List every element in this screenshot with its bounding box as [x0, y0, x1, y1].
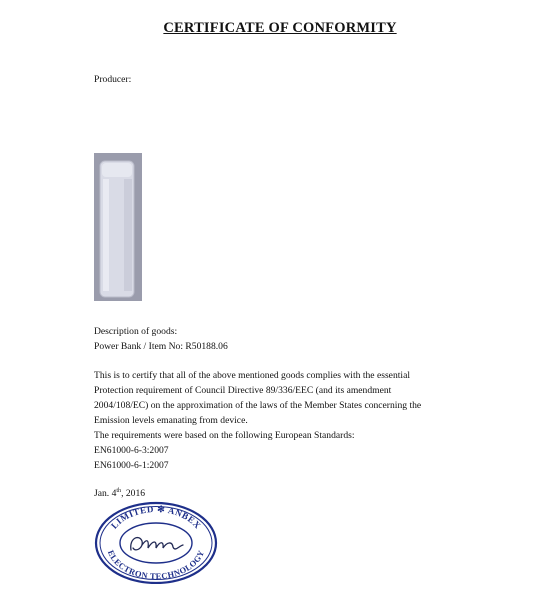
power-bank-image	[94, 153, 142, 301]
company-stamp	[93, 500, 219, 584]
product-line: Power Bank / Item No: R50188.06	[94, 341, 228, 352]
certification-line: 2004/108/EC) on the approximation of the laws of the Member States concerning the	[94, 400, 422, 411]
issue-date	[94, 484, 145, 501]
svg-text:ELECTRON TECHNOLOGY: ELECTRON TECHNOLOGY	[105, 548, 207, 582]
standard-line: EN61000-6-1:2007	[94, 460, 169, 471]
date-suffix: , 2016	[121, 488, 146, 500]
description-section	[94, 324, 228, 354]
certification-line: This is to certify that all of the above mentioned goods complies with the essential	[94, 370, 410, 381]
stamp-seal	[93, 500, 219, 584]
certification-line: Emission levels emanating from device.	[94, 415, 248, 426]
standard-line: EN61000-6-3:2007	[94, 445, 169, 456]
producer-label: Producer:	[94, 74, 132, 85]
date-prefix: Jan. 4	[94, 488, 117, 500]
description-label: Description of goods:	[94, 326, 178, 337]
product-photo	[94, 153, 142, 301]
certificate-title: CERTIFICATE OF CONFORMITY	[163, 20, 397, 36]
svg-text:LIMITED ✻ ANBEX: LIMITED ✻ ANBEX	[108, 503, 204, 531]
date-superscript: th	[116, 488, 122, 494]
certification-line: Protection requirement of Council Directive 89/336/EEC (and its amendment	[94, 385, 392, 396]
certification-text	[94, 368, 421, 473]
certification-line: The requirements were based on the following European Standards:	[94, 430, 355, 441]
